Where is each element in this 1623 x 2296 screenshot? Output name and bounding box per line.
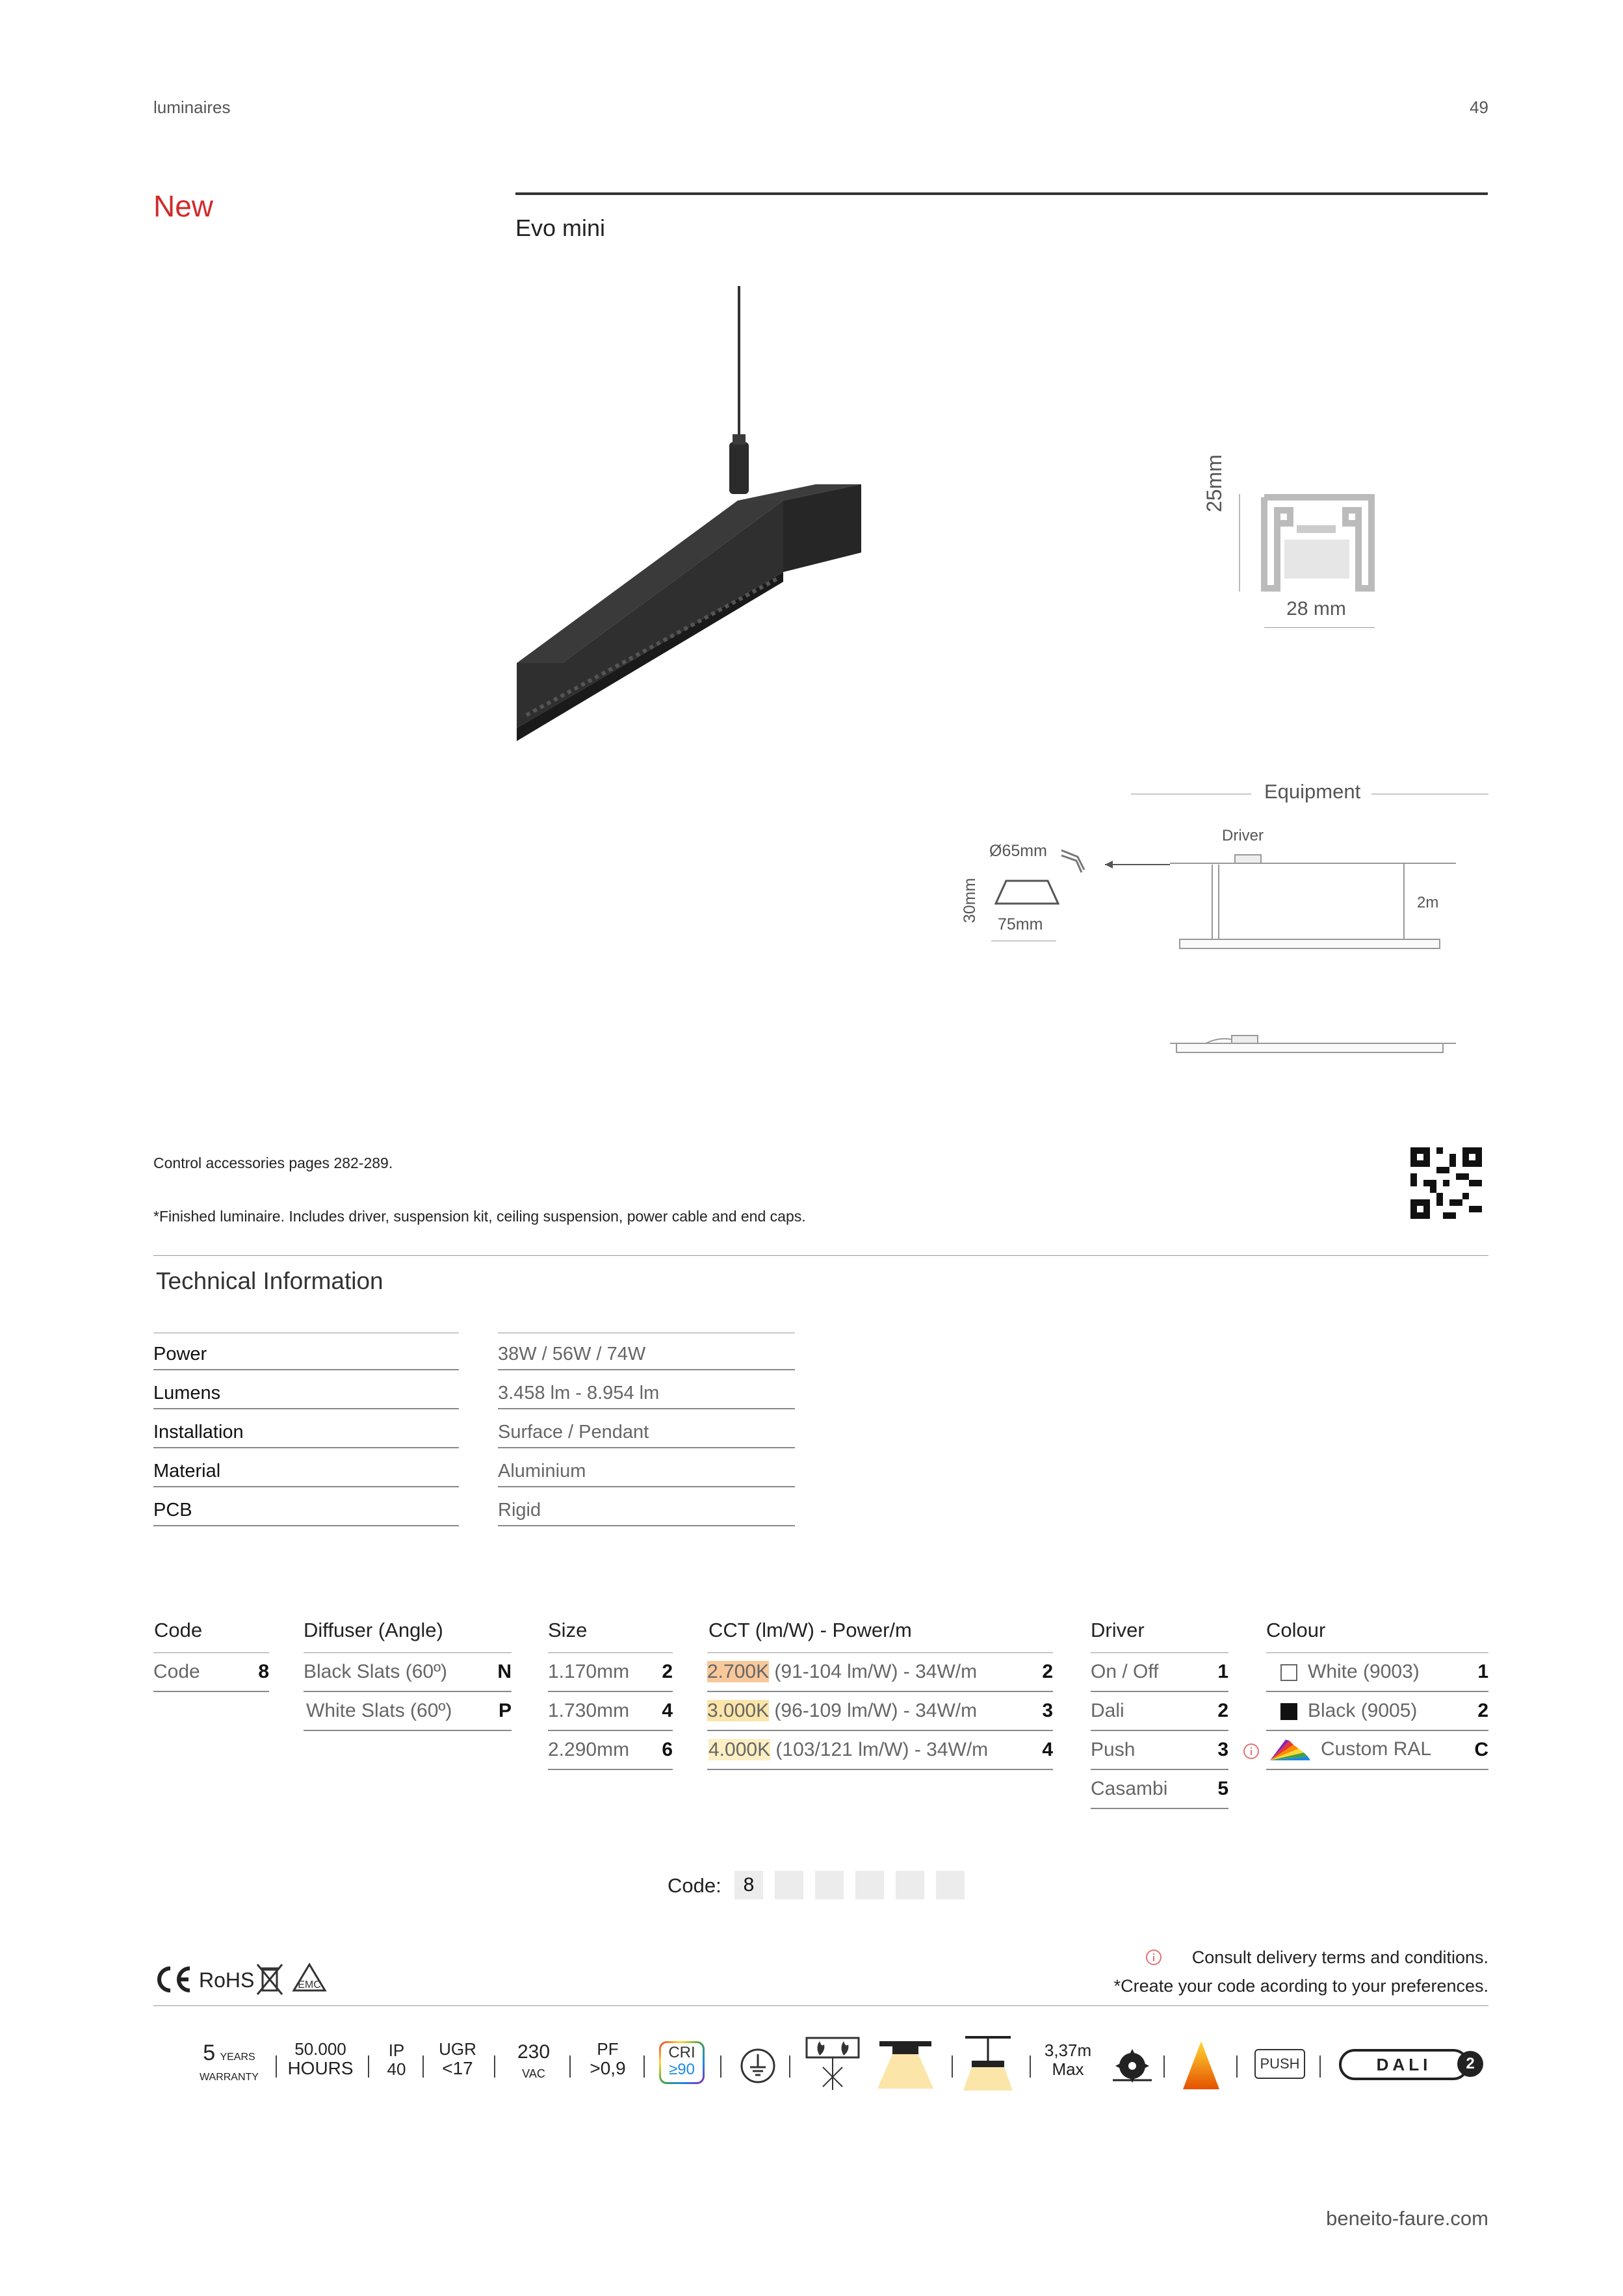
- separator: [789, 2055, 790, 2078]
- diffuser-label: Black Slats (60º): [304, 1661, 448, 1682]
- separator: [1236, 2055, 1238, 2078]
- warranty-years: YEARS: [220, 2052, 255, 2063]
- separator: [569, 2055, 571, 2078]
- accessories-note: Control accessories pages 282-289.: [153, 1155, 393, 1171]
- driver-code: 2: [1217, 1700, 1228, 1721]
- header-colour: Colour: [1266, 1619, 1326, 1641]
- code-option-label: Code: [153, 1661, 200, 1682]
- cct-details: (91-104 lm/W) - 34W/m: [769, 1661, 978, 1682]
- separator: [720, 2055, 721, 2078]
- separator: [422, 2055, 424, 2078]
- driver-code: 5: [1217, 1778, 1228, 1799]
- equipment-title: Equipment: [1264, 780, 1361, 803]
- pf-value: >0,9: [590, 2057, 626, 2078]
- header-size: Size: [548, 1619, 588, 1641]
- warranty-word: WARRANTY: [200, 2072, 259, 2083]
- spring-icon: [1058, 844, 1091, 876]
- footer-divider: [153, 2005, 1488, 2006]
- driver-option-push[interactable]: [1091, 1731, 1228, 1770]
- driver-label: Dali: [1091, 1700, 1124, 1721]
- product-title: Evo mini: [515, 215, 606, 241]
- code-box-1: 8: [734, 1871, 763, 1899]
- code-box-4[interactable]: [855, 1871, 884, 1899]
- colour-code: 1: [1477, 1661, 1488, 1682]
- code-box-5[interactable]: [896, 1871, 924, 1899]
- size-label: 1.730mm: [548, 1700, 630, 1721]
- driver-label: Casambi: [1091, 1778, 1168, 1799]
- black-swatch-icon: [1280, 1703, 1297, 1720]
- ugr-icon: [432, 2040, 484, 2078]
- tech-label-text: Installation: [153, 1422, 244, 1442]
- voltage-icon: [504, 2041, 563, 2081]
- cct-text: [707, 1700, 977, 1722]
- tech-label-lumens: [153, 1372, 459, 1409]
- white-swatch-icon: [1280, 1664, 1297, 1681]
- tech-value-power: [498, 1333, 795, 1370]
- voltage-unit: VAC: [522, 2067, 545, 2080]
- profile-height: 25mm: [1202, 454, 1226, 512]
- rainbow-fan-icon: [1266, 1737, 1313, 1763]
- diffuser-code: N: [497, 1661, 512, 1682]
- push-icon: PUSH: [1254, 2049, 1305, 2079]
- cri-value: ≥90: [669, 2061, 695, 2079]
- colour-text: [1266, 1737, 1431, 1763]
- saw-blade-icon: [1113, 2046, 1152, 2085]
- ce-mark-icon: [153, 1964, 194, 1994]
- header-driver: Driver: [1091, 1619, 1145, 1641]
- tech-value-text: Surface / Pendant: [498, 1422, 649, 1442]
- header-cct: CCT (lm/W) - Power/m: [708, 1619, 912, 1641]
- code-builder-label: Code:: [668, 1874, 721, 1897]
- profile-section-drawing: [1261, 494, 1378, 592]
- size-option-1170[interactable]: [548, 1653, 673, 1692]
- separator: [276, 2055, 277, 2078]
- light-distribution-icon: [1182, 2040, 1221, 2092]
- diffuser-option-black[interactable]: [304, 1653, 512, 1692]
- cct-code: 3: [1042, 1700, 1053, 1721]
- new-badge: New: [153, 189, 214, 223]
- cct-kelvin: 2.700K: [707, 1661, 770, 1682]
- cct-kelvin: 3.000K: [707, 1700, 770, 1721]
- driver-option-onoff[interactable]: [1091, 1653, 1228, 1692]
- separator: [368, 2055, 369, 2078]
- pf-label: PF: [597, 2039, 619, 2059]
- svg-text:EMC: EMC: [298, 1979, 321, 1990]
- create-note: *Create your code acording to your preferences.: [1113, 1976, 1488, 1996]
- size-label: 1.170mm: [548, 1661, 630, 1682]
- hours-word: HOURS: [287, 2057, 354, 2078]
- warranty-icon: [188, 2041, 270, 2084]
- size-label: 2.290mm: [548, 1739, 630, 1760]
- colour-label: White (9003): [1308, 1661, 1420, 1682]
- tech-value-pcb: [498, 1489, 795, 1526]
- tech-value-text: 38W / 56W / 74W: [498, 1344, 646, 1364]
- cct-details: (96-109 lm/W) - 34W/m: [769, 1700, 978, 1721]
- length-label: 2m: [1417, 894, 1439, 911]
- cct-text: [707, 1661, 977, 1683]
- width-line: [1264, 627, 1375, 628]
- code-option-value: 8: [258, 1661, 269, 1682]
- hours-icon: [285, 2040, 356, 2078]
- cct-option-4000[interactable]: [707, 1731, 1053, 1770]
- finished-note: *Finished luminaire. Includes driver, suspension kit, ceiling suspension, power cable and end caps.: [153, 1208, 806, 1225]
- consult-note: Consult delivery terms and conditions.: [1191, 1948, 1488, 1967]
- header-diffuser: Diffuser (Angle): [304, 1619, 443, 1641]
- info-icon[interactable]: [1243, 1743, 1260, 1760]
- code-option[interactable]: [153, 1653, 269, 1692]
- driver-diagram: [1105, 845, 1469, 975]
- ip-icon: [377, 2041, 416, 2078]
- colour-option-black[interactable]: [1266, 1692, 1488, 1731]
- cup-drawing: [994, 878, 1059, 910]
- header-code: Code: [154, 1619, 203, 1641]
- cut-value: 3,37m: [1044, 2041, 1092, 2060]
- hours-number: 50.000: [294, 2039, 346, 2059]
- weee-bin-icon: [255, 1962, 285, 1997]
- cup-height-label: 30mm: [961, 878, 979, 923]
- tech-label-material: [153, 1450, 459, 1487]
- tech-value-installation: [498, 1411, 795, 1448]
- ip-value: 40: [387, 2059, 406, 2079]
- driver-option-dali[interactable]: [1091, 1692, 1228, 1731]
- code-box-6[interactable]: [936, 1871, 965, 1899]
- dali-2-badge: 2: [1457, 2051, 1483, 2077]
- diffuser-label: White Slats (60º): [306, 1700, 452, 1721]
- fire-safety-icon: [803, 2035, 862, 2093]
- driver-option-casambi[interactable]: [1091, 1770, 1228, 1809]
- height-line: [1239, 494, 1240, 592]
- profile-width: 28 mm: [1286, 598, 1346, 620]
- rohs-label: RoHS: [199, 1968, 255, 1992]
- colour-label: Custom RAL: [1321, 1738, 1432, 1760]
- tech-value-text: Rigid: [498, 1500, 541, 1520]
- size-code: 6: [662, 1739, 673, 1760]
- tech-value-text: Aluminium: [498, 1461, 586, 1481]
- dali-icon: [1339, 2049, 1469, 2080]
- separator: [1030, 2055, 1031, 2078]
- tech-value-lumens: [498, 1372, 795, 1409]
- driver-label: On / Off: [1091, 1661, 1159, 1682]
- tech-value-material: [498, 1450, 795, 1487]
- voltage-value: 230: [517, 2041, 551, 2063]
- cri-label: CRI: [668, 2044, 695, 2061]
- driver-label: Push: [1091, 1739, 1136, 1760]
- tech-label-text: PCB: [153, 1500, 192, 1520]
- colour-option-custom[interactable]: [1266, 1731, 1488, 1770]
- surface-mount-diagram: [1170, 1030, 1456, 1063]
- page-number: 49: [1470, 98, 1488, 117]
- cct-kelvin: 4.000K: [708, 1739, 771, 1760]
- diffuser-code: P: [498, 1700, 512, 1721]
- colour-text: [1280, 1700, 1417, 1722]
- website-link[interactable]: beneito-faure.com: [1326, 2207, 1488, 2230]
- ugr-label: UGR: [439, 2039, 476, 2059]
- notes-divider: [153, 1255, 1488, 1256]
- tech-label-text: Lumens: [153, 1383, 221, 1403]
- colour-label: Black (9005): [1308, 1700, 1418, 1721]
- driver-code: 1: [1217, 1661, 1228, 1682]
- tech-label-text: Material: [153, 1461, 221, 1481]
- ip-label: IP: [388, 2041, 405, 2060]
- cct-option-2700[interactable]: [707, 1653, 1053, 1692]
- luminaire-image: [507, 286, 871, 741]
- tech-label-pcb: [153, 1489, 459, 1526]
- cct-text: [708, 1739, 988, 1761]
- diameter-label: Ø65mm: [989, 842, 1047, 860]
- colour-text: [1280, 1661, 1420, 1683]
- ugr-value: <17: [442, 2057, 473, 2078]
- code-box-2[interactable]: [775, 1871, 803, 1899]
- separator: [1163, 2055, 1165, 2078]
- cri-icon: [659, 2041, 705, 2084]
- tech-label-installation: [153, 1411, 459, 1448]
- title-rule: [515, 192, 1488, 195]
- driver-label: Driver: [1222, 827, 1264, 844]
- pendant-light-icon: [962, 2035, 1014, 2093]
- dali-label: DALI: [1376, 2055, 1432, 2074]
- colour-code: 2: [1477, 1700, 1488, 1721]
- size-code: 2: [662, 1661, 673, 1682]
- cut-label: Max: [1052, 2059, 1084, 2079]
- section-label: luminaires: [153, 98, 231, 117]
- surface-light-icon: [876, 2040, 935, 2092]
- tech-label-power: [153, 1333, 459, 1370]
- warranty-number: 5: [203, 2041, 216, 2065]
- emc-mark-icon: [291, 1962, 328, 1994]
- diffuser-option-white[interactable]: [304, 1692, 512, 1731]
- colour-code: C: [1474, 1739, 1488, 1760]
- cct-code: 4: [1042, 1739, 1053, 1760]
- driver-code: 3: [1217, 1739, 1228, 1760]
- earth-ground-icon: [740, 2048, 776, 2084]
- suspension-connector: [729, 442, 749, 494]
- cct-details: (103/121 lm/W) - 34W/m: [770, 1739, 989, 1760]
- separator: [643, 2055, 645, 2078]
- cut-length-label: [1039, 2041, 1097, 2078]
- cct-code: 2: [1042, 1661, 1053, 1682]
- tech-label-text: Power: [153, 1344, 207, 1364]
- cup-width-label: 75mm: [998, 915, 1043, 933]
- size-code: 4: [662, 1700, 673, 1721]
- tech-value-text: 3.458 lm - 8.954 lm: [498, 1383, 660, 1403]
- qr-code-icon[interactable]: [1410, 1147, 1482, 1219]
- separator: [952, 2055, 953, 2078]
- size-option-1730[interactable]: [548, 1692, 673, 1731]
- cct-option-3000[interactable]: [707, 1692, 1053, 1731]
- separator: [494, 2055, 495, 2078]
- code-box-3[interactable]: [815, 1871, 844, 1899]
- size-option-2290[interactable]: [548, 1731, 673, 1770]
- colour-option-white[interactable]: [1266, 1653, 1488, 1692]
- power-factor-icon: [578, 2040, 637, 2078]
- tech-title: Technical Information: [156, 1268, 383, 1294]
- cri-inner: [661, 2043, 703, 2082]
- separator: [1319, 2055, 1321, 2078]
